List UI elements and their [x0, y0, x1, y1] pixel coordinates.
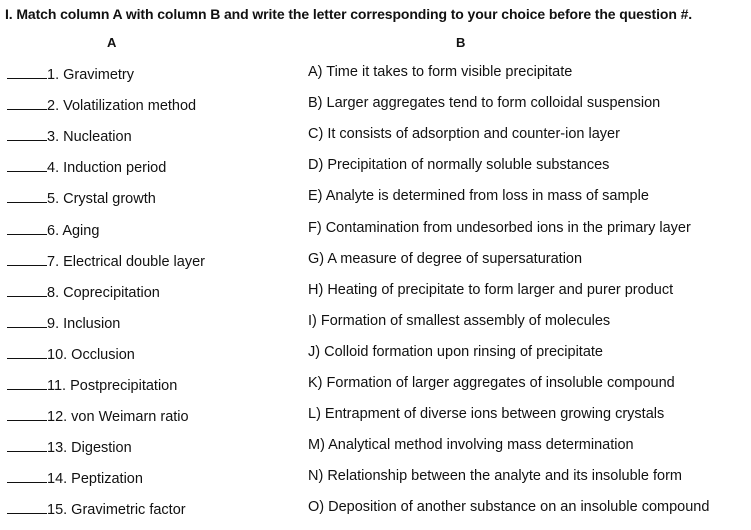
match-row	[0, 313, 751, 344]
question-text: 9. Inclusion	[47, 315, 121, 332]
question-item	[7, 157, 166, 176]
question-item	[7, 344, 135, 363]
answer-blank[interactable]	[7, 220, 47, 235]
match-row	[0, 437, 751, 468]
question-item	[7, 375, 177, 394]
answer-blank[interactable]	[7, 437, 47, 452]
question-item	[7, 282, 160, 301]
question-text: 12. von Weimarn ratio	[47, 409, 189, 426]
choice-text: H) Heating of precipitate to form larger and purer product	[308, 281, 674, 298]
answer-blank[interactable]	[7, 375, 47, 390]
answer-blank[interactable]	[7, 157, 47, 172]
question-text: 2. Volatilization method	[47, 98, 197, 115]
question-item	[7, 499, 186, 518]
question-text: 10. Occlusion	[47, 346, 135, 363]
answer-blank[interactable]	[7, 64, 47, 79]
match-row	[0, 95, 751, 126]
column-a-header: A	[107, 35, 117, 50]
choice-text: E) Analyte is determined from loss in mass of sample	[308, 188, 649, 205]
question-text: 11. Postprecipitation	[47, 378, 178, 394]
question-item	[7, 220, 99, 239]
question-text: 1. Gravimetry	[47, 67, 135, 83]
instructions-title: I. Match column A with column B and write the letter corresponding to your choice before the question #.	[5, 6, 693, 22]
answer-blank[interactable]	[7, 126, 47, 141]
match-row	[0, 157, 751, 188]
answer-blank[interactable]	[7, 468, 47, 483]
match-row	[0, 375, 751, 406]
match-row	[0, 468, 751, 499]
question-text: 3. Nucleation	[47, 129, 132, 146]
answer-blank[interactable]	[7, 499, 47, 514]
question-item	[7, 406, 189, 425]
question-item	[7, 437, 132, 456]
match-row	[0, 188, 751, 219]
question-item	[7, 251, 205, 270]
question-text: 7. Electrical double layer	[47, 253, 205, 270]
answer-blank[interactable]	[7, 95, 47, 110]
choice-text: O) Deposition of another substance on an insoluble compound	[308, 499, 710, 516]
answer-blank[interactable]	[7, 282, 47, 297]
question-text: 6. Aging	[47, 222, 100, 239]
choice-text: D) Precipitation of normally soluble substances	[308, 157, 610, 174]
match-row	[0, 282, 751, 313]
choice-text: G) A measure of degree of supersaturation	[308, 250, 583, 267]
answer-blank[interactable]	[7, 313, 47, 328]
question-item	[7, 313, 120, 332]
choice-text: K) Formation of larger aggregates of insoluble compound	[308, 375, 675, 391]
choice-text: I) Formation of smallest assembly of molecules	[308, 312, 611, 329]
question-text: 5. Crystal growth	[47, 191, 156, 208]
question-text: 13. Digestion	[47, 440, 132, 457]
choice-text: F) Contamination from undesorbed ions in the primary layer	[308, 219, 691, 236]
choice-text: M) Analytical method involving mass determination	[308, 437, 634, 454]
question-item	[7, 64, 134, 83]
question-text: 15. Gravimetric factor	[47, 502, 186, 519]
answer-blank[interactable]	[7, 406, 47, 421]
match-row	[0, 64, 751, 95]
question-item	[7, 95, 196, 114]
question-item	[7, 126, 132, 145]
question-text: 4. Induction period	[47, 160, 167, 177]
match-row	[0, 499, 751, 530]
choice-text: A) Time it takes to form visible precipitate	[308, 64, 573, 80]
choice-text: C) It consists of adsorption and counter-ion layer	[308, 126, 620, 143]
match-row	[0, 344, 751, 375]
question-text: 8. Coprecipitation	[47, 284, 160, 301]
choice-text: N) Relationship between the analyte and its insoluble form	[308, 468, 682, 485]
choice-text: J) Colloid formation upon rinsing of precipitate	[308, 343, 603, 360]
choice-text: B) Larger aggregates tend to form colloidal suspension	[308, 95, 661, 112]
question-text: 14. Peptization	[47, 471, 143, 488]
answer-blank[interactable]	[7, 344, 47, 359]
question-item	[7, 468, 143, 487]
match-row	[0, 220, 751, 251]
choice-text: L) Entrapment of diverse ions between growing crystals	[308, 406, 665, 423]
column-b-header: B	[456, 35, 466, 50]
match-row	[0, 406, 751, 437]
answer-blank[interactable]	[7, 188, 47, 203]
answer-blank[interactable]	[7, 251, 47, 266]
question-item	[7, 188, 156, 207]
match-row	[0, 251, 751, 282]
match-row	[0, 126, 751, 157]
